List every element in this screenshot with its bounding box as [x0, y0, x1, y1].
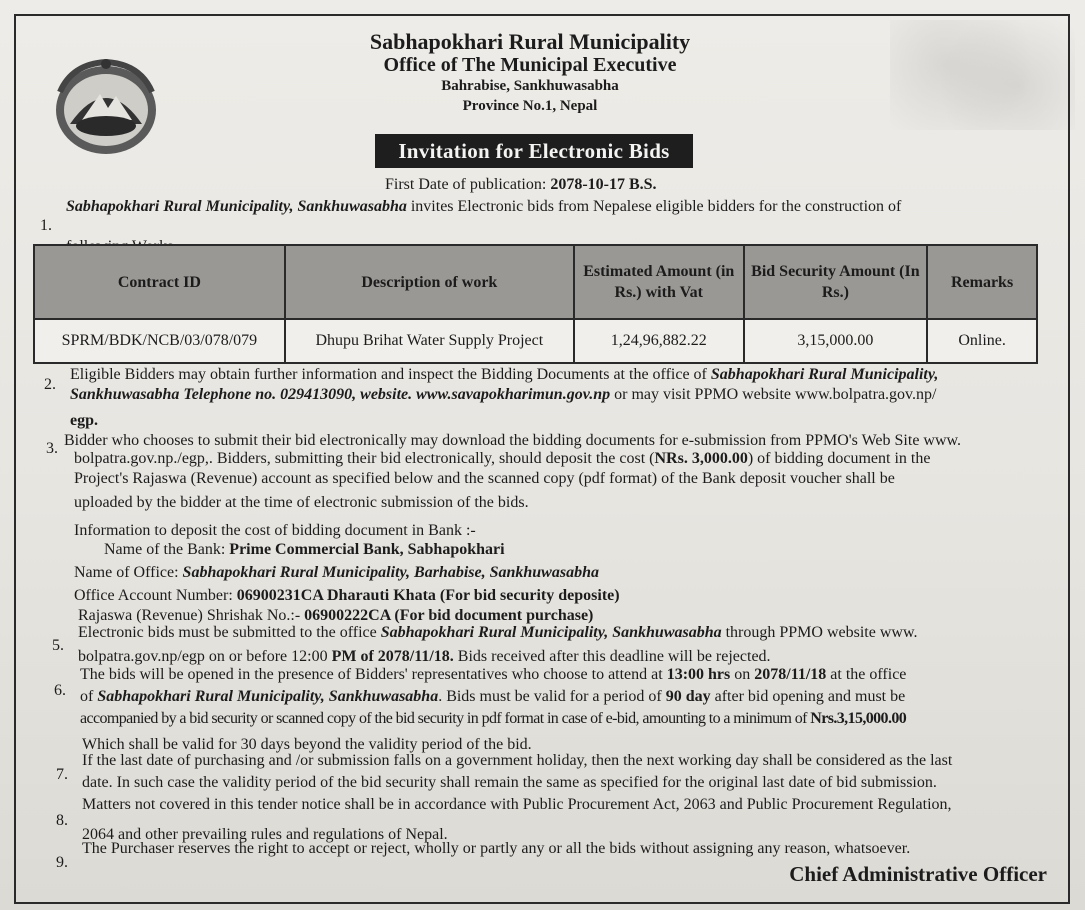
item-6-line-3: [80, 710, 906, 728]
account-value: 06900231CA Dharauti Khata (For bid security deposite): [236, 587, 620, 604]
item-8-number: 8.: [56, 812, 68, 829]
item-6-line-1: [80, 666, 906, 684]
revenue-label: Rajaswa (Revenue) Shrishak No.:-: [78, 607, 305, 624]
address-line-1: Bahrabise, Sankhuwasabha: [441, 78, 619, 94]
item-3-line-4: uploaded by the bidder at the time of electronic submission of the bids.: [74, 494, 529, 511]
item-1-text: invites Electronic bids from Nepalese eligible bidders for the construction of: [406, 198, 902, 215]
table-header: Remarks: [927, 245, 1037, 319]
item-2-line-3: egp.: [70, 412, 98, 429]
item-6-time: 13:00 hrs: [666, 666, 731, 683]
item-1-lead: Sabhapokhari Rural Municipality, Sankhuwasabha: [66, 198, 407, 215]
item-2-text: Eligible Bidders may obtain further information and inspect the Bidding Documents at the office of: [70, 366, 711, 383]
item-6-line-4: Which shall be valid for 30 days beyond the validity period of the bid.: [82, 736, 532, 753]
bank-value: Prime Commercial Bank, Sabhapokhari: [229, 541, 505, 558]
account-label: Office Account Number:: [74, 587, 237, 604]
item-3-line-2: [74, 450, 930, 468]
item-3-text-2: ) of bidding document in the: [747, 450, 931, 467]
table-cell: 3,15,000.00: [744, 319, 928, 363]
table-cell: 1,24,96,882.22: [574, 319, 744, 363]
table-header: Description of work: [285, 245, 574, 319]
item-5-org: Sabhapokhari Rural Municipality, Sankhuwasabha: [380, 624, 722, 641]
table-cell: Online.: [927, 319, 1037, 363]
nepal-emblem-icon: [42, 52, 170, 162]
item-6-text-6: after bid opening and must be: [710, 688, 906, 705]
publication-label: First Date of publication:: [385, 176, 547, 193]
item-5-text-3: bolpatra.gov.np/egp on or before 12:00: [78, 648, 332, 665]
item-3-number: 3.: [46, 440, 58, 457]
publication-date: [385, 176, 657, 194]
item-2-number: 2.: [44, 376, 56, 393]
office-name: Office of The Municipal Executive: [383, 54, 677, 76]
publication-value: 2078-10-17 B.S.: [550, 176, 657, 193]
address-line-2: Province No.1, Nepal: [462, 98, 598, 114]
item-3-text: bolpatra.gov.np./egp,. Bidders, submitting their bid electronically, should deposit the cost (: [74, 450, 655, 467]
bids-table: [33, 244, 1038, 364]
notice-header: [300, 30, 760, 116]
item-6-text-4: of: [80, 688, 98, 705]
revenue-value: 06900222CA (For bid document purchase): [304, 607, 594, 624]
item-5-text-4: Bids received after this deadline will be rejected.: [453, 648, 771, 665]
item-9-number: 9.: [56, 854, 68, 871]
item-7-number: 7.: [56, 766, 68, 783]
item-5-line-2: [78, 648, 771, 666]
item-6-text: The bids will be opened in the presence of Bidders' representatives who choose to attend at: [80, 666, 667, 683]
item-6-text-2: on: [730, 666, 755, 683]
table-cell: Dhupu Brihat Water Supply Project: [285, 319, 574, 363]
item-1-number: 1.: [40, 217, 52, 234]
item-5-line-1: [78, 624, 917, 642]
item-3-fee: NRs. 3,000.00: [654, 450, 748, 467]
item-3-line-5: Information to deposit the cost of bidding document in Bank :-: [74, 522, 476, 539]
office-name-line: [74, 564, 599, 582]
signature: Chief Administrative Officer: [789, 862, 1047, 886]
item-2-org: Sabhapokhari Rural Municipality,: [710, 366, 939, 383]
item-6-number: 6.: [54, 682, 66, 699]
item-2-text-2: or may visit PPMO website www.bolpatra.gov.np/: [610, 386, 937, 403]
item-6-date: 2078/11/18: [754, 666, 827, 683]
table-row: [34, 319, 1037, 363]
office-value: Sabhapokhari Rural Municipality, Barhabise, Sankhuwasabha: [182, 564, 599, 581]
item-9-line-1: The Purchaser reserves the right to accept or reject, wholly or partly any or all the bids without assigning any reason, whatsoever.: [82, 840, 911, 857]
table-header: Contract ID: [34, 245, 285, 319]
revenue-number: [78, 607, 593, 625]
table-header-row: [34, 245, 1037, 319]
item-8-line-1: Matters not covered in this tender notice shall be in accordance with Public Procurement Act, 2063 and Public Procurement Regulation,: [82, 796, 952, 813]
item-3-line-1: Bidder who chooses to submit their bid electronically may download the bidding documents for e-submission from PPMO's Web Site www.: [64, 432, 962, 449]
notice-title: Invitation for Electronic Bids: [375, 134, 693, 168]
item-6-validity: 90 day: [665, 688, 711, 705]
item-3-line-3: Project's Rajaswa (Revenue) account as specified below and the scanned copy (pdf format) of the Bank deposit voucher shall be: [74, 470, 895, 487]
item-5-number: 5.: [52, 637, 64, 654]
item-5-text: Electronic bids must be submitted to the office: [78, 624, 381, 641]
item-5-deadline: PM of 2078/11/18.: [331, 648, 454, 665]
org-name: Sabhapokhari Rural Municipality: [369, 29, 691, 54]
item-8-line-2: 2064 and other prevailing rules and regulations of Nepal.: [82, 826, 448, 843]
item-2-line-2: [70, 386, 936, 404]
bank-name: [104, 541, 505, 559]
table-header: Estimated Amount (in Rs.) with Vat: [574, 245, 744, 319]
table-header: Bid Security Amount (In Rs.): [744, 245, 928, 319]
item-1-line-1: [66, 198, 1038, 216]
account-number: [74, 587, 620, 605]
item-6-text-5: . Bids must be valid for a period of: [438, 688, 666, 705]
item-6-text-7: accompanied by a bid security or scanned copy of the bid security in pdf format in case of e-bid, amounting to a minimum of: [80, 710, 811, 727]
item-7-line-2: date. In such case the validity period of the bid security shall remain the same as specified for the original last date of bid submission.: [82, 774, 937, 791]
table-cell: SPRM/BDK/NCB/03/078/079: [34, 319, 285, 363]
item-7-line-1: If the last date of purchasing and /or submission falls on a government holiday, then the next working day shall be considered as the last: [82, 752, 953, 769]
item-6-org: Sabhapokhari Rural Municipality, Sankhuwasabha: [97, 688, 439, 705]
item-2-line-1: [70, 366, 938, 384]
item-5-text-2: through PPMO website www.: [721, 624, 918, 641]
office-label: Name of Office:: [74, 564, 183, 581]
item-6-amount: Nrs.3,15,000.00: [810, 710, 907, 727]
item-2-contact: Sankhuwasabha Telephone no. 029413090, website. www.savapokharimun.gov.np: [70, 386, 611, 403]
item-6-text-3: at the office: [826, 666, 907, 683]
item-6-line-2: [80, 688, 905, 706]
bank-label: Name of the Bank:: [104, 541, 230, 558]
